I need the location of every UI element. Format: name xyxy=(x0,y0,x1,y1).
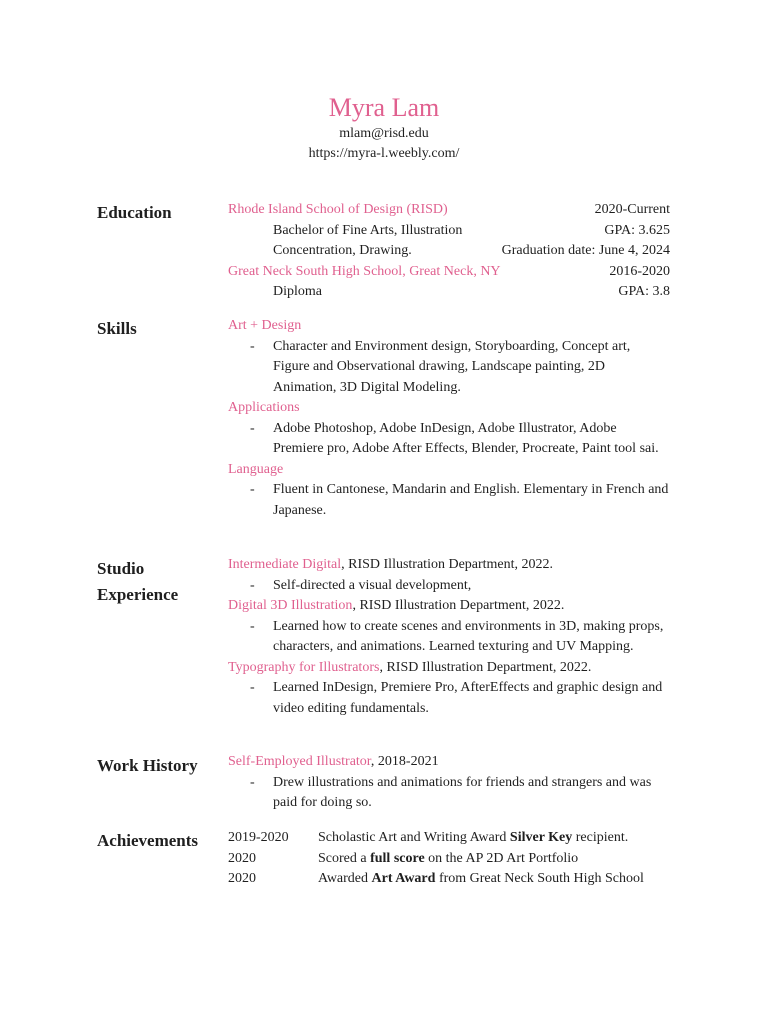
education-content xyxy=(228,200,670,303)
course-line xyxy=(228,596,670,617)
skills-heading: Skills xyxy=(97,319,137,338)
skill-text: Fluent in Cantonese, Mandarin and English. Elementary in French and Japanese. xyxy=(273,482,669,518)
achievement-row xyxy=(228,849,670,870)
achievements-heading: Achievements xyxy=(97,831,199,850)
achievement-post: from Great Neck South High School xyxy=(435,871,644,886)
bullet-dash: - xyxy=(250,420,255,436)
achievements-content xyxy=(228,828,670,890)
achievement-year: 2019-2020 xyxy=(228,830,289,845)
work-role: Self-Employed Illustrator xyxy=(228,754,371,769)
skill-item xyxy=(228,480,670,521)
course-text: Self-directed a visual development, xyxy=(273,577,472,593)
degree-text: Bachelor of Fine Arts, Illustration xyxy=(273,222,463,238)
school-date: 2016-2020 xyxy=(609,263,670,279)
school-name: Great Neck South High School, Great Neck, NY xyxy=(228,263,501,279)
diploma-text: Diploma xyxy=(273,284,322,299)
achievement-row xyxy=(228,828,670,849)
bullet-dash: - xyxy=(250,338,255,354)
course-item xyxy=(228,678,670,719)
work-content xyxy=(228,752,670,814)
course-text: Learned how to create scenes and environments in 3D, making props, characters, and animations. Learned texturing and UV Mapping. xyxy=(273,618,664,654)
course-name: Digital 3D Illustration xyxy=(228,598,353,613)
course-name: Intermediate Digital xyxy=(228,557,342,572)
concentration-text: Concentration, Drawing. xyxy=(273,243,412,258)
school-name: Rhode Island School of Design (RISD) xyxy=(228,202,448,217)
skill-group-label: Language xyxy=(228,461,284,477)
graduation-date-text: Graduation date: June 4, 2024 xyxy=(501,243,670,258)
achievement-pre: Scholastic Art and Writing Award xyxy=(318,830,510,845)
achievement-text xyxy=(318,828,628,849)
gpa-text: GPA: 3.8 xyxy=(618,284,670,299)
achievement-year: 2020 xyxy=(228,850,256,866)
achievement-post: recipient. xyxy=(572,830,629,845)
resume-header xyxy=(0,92,768,164)
email-text: mlam@risd.edu xyxy=(339,126,429,141)
achievement-year: 2020 xyxy=(228,871,256,886)
achievement-bold: Silver Key xyxy=(509,830,573,845)
work-item xyxy=(228,773,670,814)
studio-content xyxy=(228,555,670,719)
skill-item xyxy=(228,419,670,460)
education-detail-row xyxy=(228,221,670,242)
candidate-name: Myra Lam xyxy=(328,93,440,122)
achievement-text xyxy=(318,869,644,890)
gpa-text: GPA: 3.625 xyxy=(604,222,670,238)
course-item xyxy=(228,617,670,658)
skill-text: Adobe Photoshop, Adobe InDesign, Adobe Illustrator, Adobe Premiere pro, Adobe After Effects, Blender, Procreate, Paint tool sai. xyxy=(273,420,659,456)
bullet-dash: - xyxy=(250,618,255,634)
education-detail-row xyxy=(228,282,670,303)
studio-heading-line: Experience xyxy=(97,585,179,604)
course-text: Learned InDesign, Premiere Pro, AfterEffects and graphic design and video editing fundamentals. xyxy=(273,680,663,716)
education-entry-row xyxy=(228,200,670,221)
skills-content xyxy=(228,316,670,521)
achievement-pre: Awarded xyxy=(318,871,372,886)
course-name: Typography for Illustrators xyxy=(228,659,380,675)
skill-text: Character and Environment design, Storyboarding, Concept art, Figure and Observational drawing, Landscape painting, 2D Animation, 3D Digital Modeling. xyxy=(273,338,631,395)
bullet-dash: - xyxy=(250,577,255,593)
work-text: Drew illustrations and animations for friends and strangers and was paid for doing so. xyxy=(273,774,652,810)
achievement-pre: Scored a xyxy=(318,850,371,866)
course-item xyxy=(228,576,670,597)
work-history-heading: Work History xyxy=(97,756,198,775)
education-heading: Education xyxy=(97,203,172,222)
skill-group-label: Art + Design xyxy=(228,318,302,333)
achievement-text xyxy=(318,849,578,870)
course-detail: , RISD Illustration Department, 2022. xyxy=(341,557,554,572)
course-line xyxy=(228,555,670,576)
studio-experience-heading xyxy=(97,556,222,608)
studio-heading-line: Studio xyxy=(97,559,145,578)
work-line xyxy=(228,752,670,773)
bullet-dash: - xyxy=(250,774,255,790)
course-detail: , RISD Illustration Department, 2022. xyxy=(379,659,592,675)
bullet-dash: - xyxy=(250,482,255,497)
skill-group-label: Applications xyxy=(228,400,300,415)
website-text: https://myra-l.weebly.com/ xyxy=(308,146,460,161)
education-detail-row xyxy=(228,241,670,262)
school-date: 2020-Current xyxy=(594,202,670,217)
achievement-post: on the AP 2D Art Portfolio xyxy=(424,850,579,866)
course-line xyxy=(228,658,670,679)
bullet-dash: - xyxy=(250,680,255,695)
achievement-bold: full score xyxy=(370,850,425,866)
education-entry-row xyxy=(228,262,670,283)
achievement-bold: Art Award xyxy=(371,871,436,886)
course-detail: , RISD Illustration Department, 2022. xyxy=(352,598,565,613)
achievement-row xyxy=(228,869,670,890)
work-years: , 2018-2021 xyxy=(370,754,439,769)
skill-item xyxy=(228,337,670,399)
